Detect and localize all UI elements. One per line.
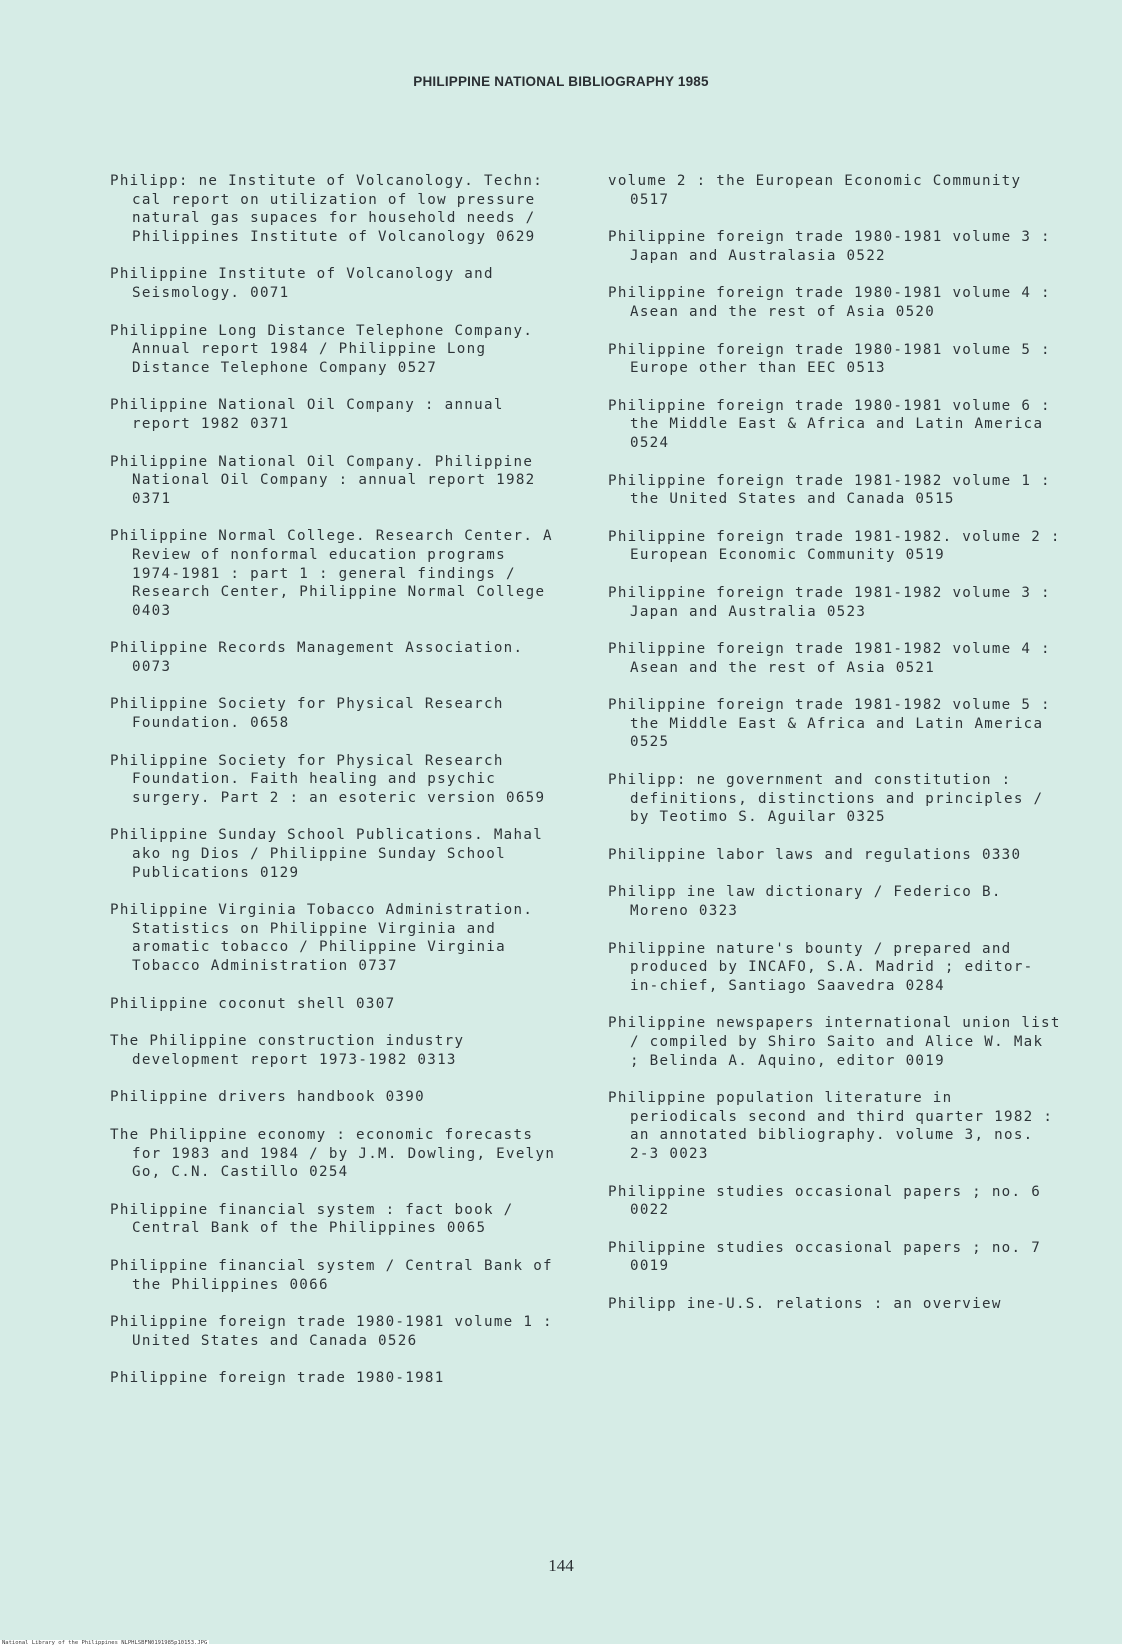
bibliography-entry: Philippine foreign trade 1980-1981 volume 6 : the Middle East & Africa and Latin America 0524 [608,397,1061,451]
bibliography-entry: Philipp ine law dictionary / Federico B. Moreno 0323 [608,884,1012,920]
left-column [110,172,565,1407]
bibliography-entry: Philippine foreign trade 1981-1982 volume 5 : the Middle East & Africa and Latin America 0525 [608,697,1061,751]
bibliography-entry: Philippine coconut shell 0307 [110,995,396,1012]
bibliography-entry: Philippine nature's bounty / prepared and produced by INCAFO, S.A. Madrid ; editor-in-chief, Santiago Saavedra 0284 [608,940,1034,994]
bibliography-entry: Philippine foreign trade 1980-1981 volume 3 : Japan and Australasia 0522 [608,229,1061,264]
bibliography-entry: Philippine financial system / Central Bank of the Philippines 0066 [110,1257,563,1293]
bibliography-entry: Philippine Society for Physical Research Foundation. 0658 [110,696,514,732]
bibliography-entry: Philippine population literature in periodicals second and third quarter 1982 : an annotated bibliography. volume 3, nos. 2-3 0023 [608,1090,1064,1162]
bibliography-entry: Philippine National Oil Company : annual report 1982 0371 [110,397,514,432]
bibliography-entry: Philippine labor laws and regulations 0330 [608,846,1022,863]
bibliography-entry: Philippine National Oil Company. Philippine National Oil Company : annual report 1982 0371 [110,453,546,507]
right-column [608,172,1071,1333]
bibliography-entry: Philippine financial system : fact book / Central Bank of the Philippines 0065 [110,1201,524,1237]
bibliography-entry: Philipp: ne government and constitution : definitions, distinctions and principles / by Teotimo S. Aguilar 0325 [608,772,1054,826]
scan-footer-note: National Library of the Philippines NLPHLSBFN0191985p10153.JPG [2,1640,208,1646]
bibliography-entry: The Philippine economy : economic forecasts for 1983 and 1984 / by J.M. Dowling, Evelyn Go, C.N. Castillo 0254 [110,1126,566,1181]
bibliography-entry: Philippine Records Management Association. 0073 [110,640,534,675]
bibliography-entry: Philippine foreign trade 1981-1982 volume 3 : Japan and Australia 0523 [608,584,1061,620]
bibliography-entry: Philippine Sunday School Publications. Mahal ako ng Dios / Philippine Sunday School Publications 0129 [110,827,553,881]
bibliography-entry: Philipp ine-U.S. relations : an overview [608,1295,1002,1312]
bibliography-entry: Philippine foreign trade 1980-1981 volume 1 : United States and Canada 0526 [110,1314,563,1349]
bibliography-entry: Philippine foreign trade 1981-1982. volume 2 : European Economic Community 0519 [608,528,1071,564]
page-title: PHILIPPINE NATIONAL BIBLIOGRAPHY 1985 [413,74,709,89]
bibliography-entry: The Philippine construction industry development report 1973-1982 0313 [110,1033,475,1068]
bibliography-entry: volume 2 : the European Economic Community 0517 [608,173,1032,208]
bibliography-entry: Philippine foreign trade 1980-1981 volume 5 : Europe other than EEC 0513 [608,341,1061,377]
bibliography-entry: Philippine newspapers international union list / compiled by Shiro Saito and Alice W. Mak ; Belinda A. Aquino, editor 0019 [608,1015,1071,1069]
bibliography-entry: Philippine studies occasional papers ; no. 6 0022 [608,1183,1051,1219]
bibliography-entry: Philippine Society for Physical Research Foundation. Faith healing and psychic surgery. Part 2 : an esoteric version 0659 [110,752,546,806]
bibliography-entry: Philippine drivers handbook 0390 [110,1089,425,1106]
bibliography-entry: Philipp: ne Institute of Volcanology. Techn: cal report on utilization of low pressure natural gas supaces for household needs / Philippines Institute of Volcanology 0629 [110,173,553,245]
bibliography-entry: Philippine foreign trade 1981-1982 volume 1 : the United States and Canada 0515 [608,472,1061,508]
bibliography-entry: Philippine Virginia Tobacco Administration. Statistics on Philippine Virginia and aromatic tobacco / Philippine Virginia Tobacco Administration 0737 [110,902,544,974]
page-number: 144 [548,1556,574,1575]
bibliography-entry: Philippine studies occasional papers ; no. 7 0019 [608,1239,1051,1275]
bibliography-entry: Philippine foreign trade 1980-1981 volume 4 : Asean and the rest of Asia 0520 [608,285,1061,320]
bibliography-entry: Philippine Normal College. Research Center. A Review of nonformal education programs 1974-1981 : part 1 : general findings / Research Center, Philippine Normal College 0403 [110,528,563,619]
bibliography-entry: Philippine Long Distance Telephone Company. Annual report 1984 / Philippine Long Distance Telephone Company 0527 [110,322,544,376]
bibliography-entry: Philippine Institute of Volcanology and Seismology. 0071 [110,266,504,301]
bibliography-entry: Philippine foreign trade 1981-1982 volume 4 : Asean and the rest of Asia 0521 [608,641,1061,676]
bibliography-entry: Philippine foreign trade 1980-1981 [110,1370,445,1387]
